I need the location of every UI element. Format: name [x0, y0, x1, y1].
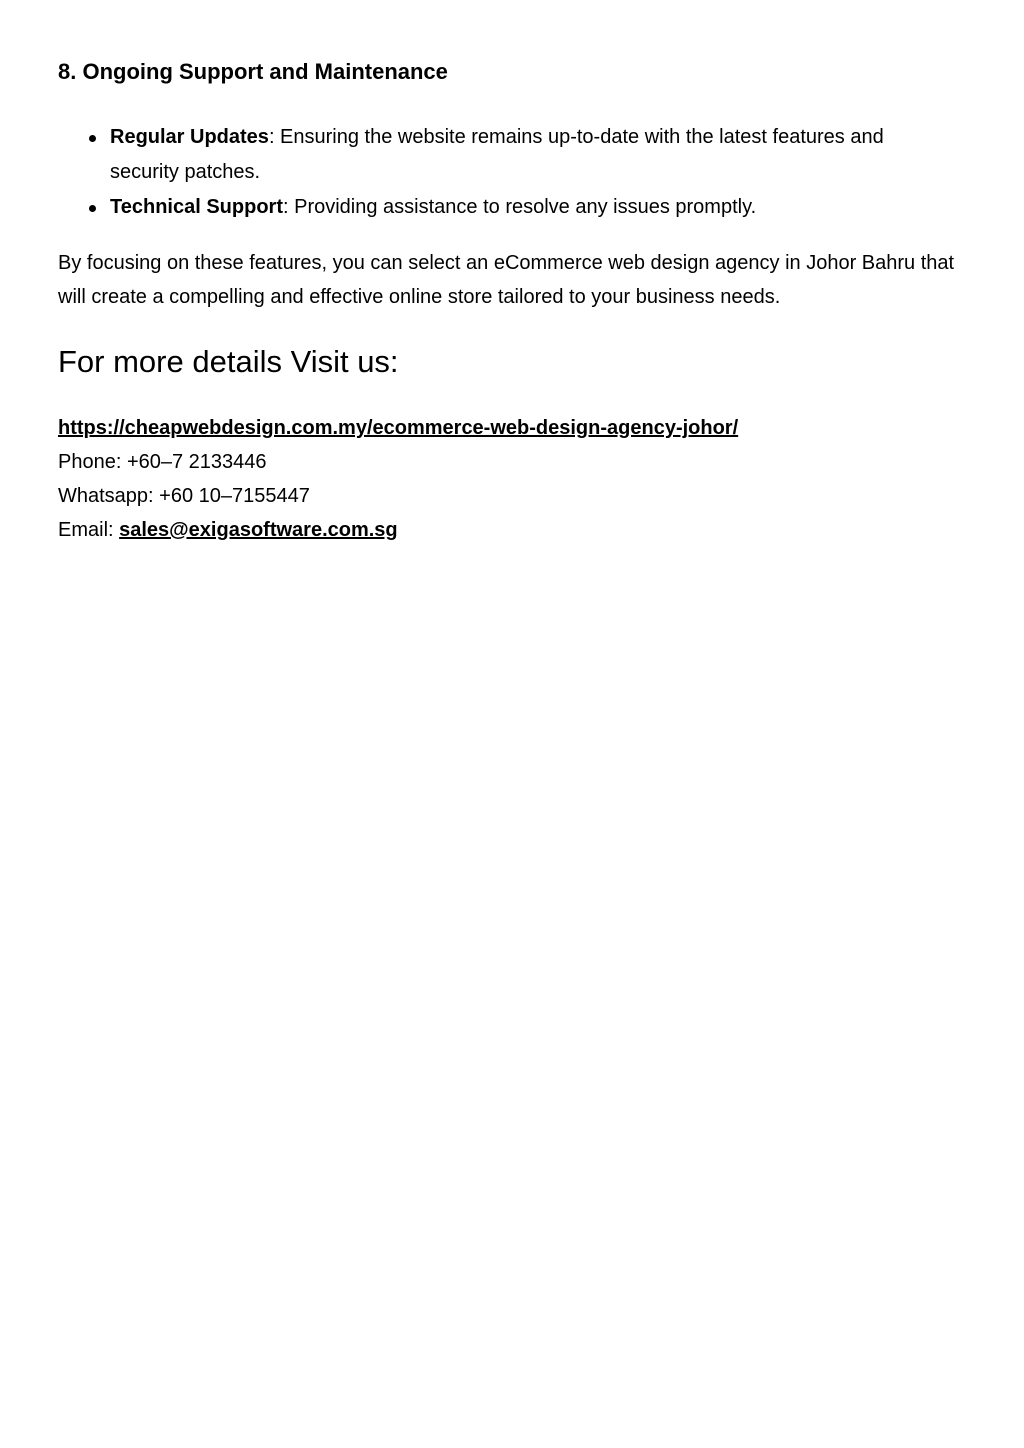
phone-label: Phone: [58, 451, 127, 473]
whatsapp-value: +60 10–7155447 [159, 485, 310, 507]
whatsapp-line [58, 479, 968, 513]
list-item-term: Technical Support [110, 196, 283, 218]
phone-value: +60–7 2133446 [126, 451, 267, 473]
contact-block [58, 411, 968, 547]
summary-paragraph: By focusing on these features, you can select an eCommerce web design agency in Johor Bahru that will create a compelling and effective online store tailored to your business needs. [58, 252, 955, 308]
list-item-term: Regular Updates [110, 126, 269, 148]
list-item [58, 190, 958, 225]
phone-line [58, 445, 968, 479]
email-link[interactable]: sales@exigasoftware.com.sg [119, 519, 398, 541]
list-item-text: : Providing assistance to resolve any issues promptly. [282, 196, 757, 218]
feature-list [58, 120, 958, 225]
email-line [58, 513, 968, 547]
bullet-icon [89, 135, 96, 142]
visit-heading: For more details Visit us: [58, 344, 399, 379]
whatsapp-label: Whatsapp: [58, 485, 160, 507]
email-label: Email: [58, 519, 120, 541]
website-link[interactable]: https://cheapwebdesign.com.my/ecommerce-web-design-agency-johor/ [58, 417, 739, 439]
section-heading: 8. Ongoing Support and Maintenance [58, 59, 448, 84]
list-item [58, 120, 958, 190]
bullet-icon [89, 205, 96, 212]
list-item-text: : Ensuring the website remains up-to-date with the latest features and security patches. [110, 126, 884, 183]
website-line [58, 411, 968, 445]
